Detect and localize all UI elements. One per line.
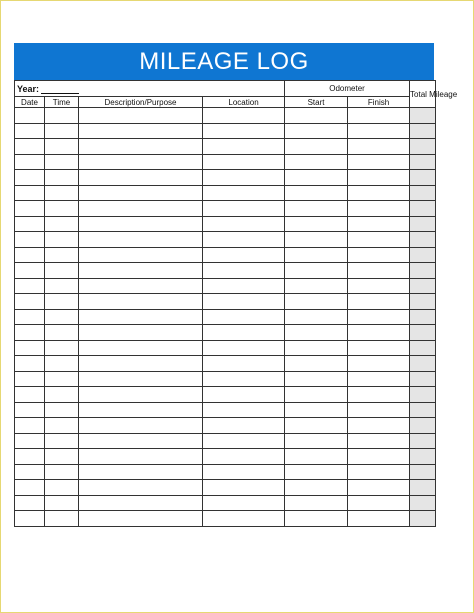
date-cell[interactable] (15, 340, 45, 356)
finish-cell[interactable] (348, 232, 410, 248)
odometer-header: Odometer (285, 81, 410, 97)
start-cell[interactable] (285, 309, 348, 325)
time-cell[interactable] (45, 495, 79, 511)
description-cell[interactable] (79, 108, 203, 124)
start-cell[interactable] (285, 123, 348, 139)
total-mileage-cell[interactable] (410, 402, 436, 418)
description-cell[interactable] (79, 201, 203, 217)
start-cell[interactable] (285, 418, 348, 434)
column-header-finish: Finish (348, 97, 410, 108)
location-cell[interactable] (203, 247, 285, 263)
start-cell[interactable] (285, 201, 348, 217)
time-cell[interactable] (45, 325, 79, 341)
location-cell[interactable] (203, 402, 285, 418)
date-cell[interactable] (15, 154, 45, 170)
finish-cell[interactable] (348, 480, 410, 496)
table-row (15, 495, 436, 511)
time-cell[interactable] (45, 123, 79, 139)
location-cell[interactable] (203, 139, 285, 155)
date-cell[interactable] (15, 433, 45, 449)
date-cell[interactable] (15, 139, 45, 155)
description-cell[interactable] (79, 371, 203, 387)
description-cell[interactable] (79, 480, 203, 496)
time-cell[interactable] (45, 402, 79, 418)
start-cell[interactable] (285, 495, 348, 511)
mileage-table (14, 80, 458, 527)
description-cell[interactable] (79, 340, 203, 356)
time-cell[interactable] (45, 263, 79, 279)
location-cell[interactable] (203, 464, 285, 480)
time-cell[interactable] (45, 464, 79, 480)
location-cell[interactable] (203, 309, 285, 325)
total-mileage-cell[interactable] (410, 139, 436, 155)
finish-cell[interactable] (348, 185, 410, 201)
time-cell[interactable] (45, 232, 79, 248)
location-cell[interactable] (203, 449, 285, 465)
column-header-description: Description/Purpose (79, 97, 203, 108)
finish-cell[interactable] (348, 154, 410, 170)
total-mileage-cell[interactable] (410, 201, 436, 217)
start-cell[interactable] (285, 449, 348, 465)
time-cell[interactable] (45, 511, 79, 527)
location-cell[interactable] (203, 340, 285, 356)
date-cell[interactable] (15, 495, 45, 511)
location-cell[interactable] (203, 108, 285, 124)
time-cell[interactable] (45, 449, 79, 465)
description-cell[interactable] (79, 294, 203, 310)
column-header-start: Start (285, 97, 348, 108)
table-row (15, 402, 436, 418)
start-cell[interactable] (285, 108, 348, 124)
column-header-date: Date (15, 97, 45, 108)
location-cell[interactable] (203, 433, 285, 449)
time-cell[interactable] (45, 139, 79, 155)
table-row (15, 371, 436, 387)
total-mileage-cell[interactable] (410, 108, 436, 124)
table-row (15, 480, 436, 496)
description-cell[interactable] (79, 433, 203, 449)
date-cell[interactable] (15, 278, 45, 294)
description-cell[interactable] (79, 387, 203, 403)
date-cell[interactable] (15, 325, 45, 341)
total-mileage-cell[interactable] (410, 449, 436, 465)
table-row (15, 449, 436, 465)
total-mileage-cell[interactable] (410, 232, 436, 248)
finish-cell[interactable] (348, 387, 410, 403)
finish-cell[interactable] (348, 294, 410, 310)
description-cell[interactable] (79, 170, 203, 186)
location-cell[interactable] (203, 216, 285, 232)
description-cell[interactable] (79, 139, 203, 155)
description-cell[interactable] (79, 247, 203, 263)
table-row (15, 278, 436, 294)
total-mileage-cell[interactable] (410, 294, 436, 310)
date-cell[interactable] (15, 402, 45, 418)
location-cell[interactable] (203, 278, 285, 294)
location-cell[interactable] (203, 170, 285, 186)
location-cell[interactable] (203, 480, 285, 496)
location-cell[interactable] (203, 294, 285, 310)
finish-cell[interactable] (348, 402, 410, 418)
total-mileage-cell[interactable] (410, 356, 436, 372)
start-cell[interactable] (285, 371, 348, 387)
start-cell[interactable] (285, 263, 348, 279)
total-mileage-cell[interactable] (410, 216, 436, 232)
description-cell[interactable] (79, 123, 203, 139)
time-cell[interactable] (45, 340, 79, 356)
start-cell[interactable] (285, 387, 348, 403)
total-mileage-cell[interactable] (410, 278, 436, 294)
description-cell[interactable] (79, 356, 203, 372)
total-mileage-cell[interactable] (410, 371, 436, 387)
total-mileage-cell[interactable] (410, 263, 436, 279)
date-cell[interactable] (15, 185, 45, 201)
start-cell[interactable] (285, 216, 348, 232)
finish-cell[interactable] (348, 170, 410, 186)
table-row (15, 464, 436, 480)
title-banner (14, 43, 434, 80)
total-mileage-cell[interactable] (410, 464, 436, 480)
start-cell[interactable] (285, 170, 348, 186)
description-cell[interactable] (79, 325, 203, 341)
finish-cell[interactable] (348, 356, 410, 372)
finish-cell[interactable] (348, 309, 410, 325)
description-cell[interactable] (79, 495, 203, 511)
time-cell[interactable] (45, 387, 79, 403)
location-cell[interactable] (203, 371, 285, 387)
date-cell[interactable] (15, 170, 45, 186)
date-cell[interactable] (15, 511, 45, 527)
column-header-location: Location (203, 97, 285, 108)
time-cell[interactable] (45, 433, 79, 449)
description-cell[interactable] (79, 309, 203, 325)
table-row (15, 154, 436, 170)
finish-cell[interactable] (348, 123, 410, 139)
table-row (15, 201, 436, 217)
start-cell[interactable] (285, 154, 348, 170)
finish-cell[interactable] (348, 340, 410, 356)
total-mileage-header: Total Mileage (410, 81, 436, 108)
start-cell[interactable] (285, 232, 348, 248)
year-blank[interactable] (41, 85, 79, 94)
time-cell[interactable] (45, 371, 79, 387)
location-cell[interactable] (203, 387, 285, 403)
date-cell[interactable] (15, 356, 45, 372)
year-label: Year: (17, 83, 40, 94)
total-mileage-cell[interactable] (410, 325, 436, 341)
start-cell[interactable] (285, 340, 348, 356)
table-row (15, 511, 436, 527)
date-cell[interactable] (15, 294, 45, 310)
finish-cell[interactable] (348, 139, 410, 155)
total-mileage-cell[interactable] (410, 433, 436, 449)
description-cell[interactable] (79, 154, 203, 170)
start-cell[interactable] (285, 356, 348, 372)
start-cell[interactable] (285, 325, 348, 341)
total-mileage-cell[interactable] (410, 154, 436, 170)
date-cell[interactable] (15, 247, 45, 263)
date-cell[interactable] (15, 123, 45, 139)
table-row (15, 108, 436, 124)
total-mileage-cell[interactable] (410, 185, 436, 201)
time-cell[interactable] (45, 294, 79, 310)
finish-cell[interactable] (348, 247, 410, 263)
finish-cell[interactable] (348, 325, 410, 341)
finish-cell[interactable] (348, 418, 410, 434)
start-cell[interactable] (285, 294, 348, 310)
table-row (15, 309, 436, 325)
description-cell[interactable] (79, 278, 203, 294)
description-cell[interactable] (79, 185, 203, 201)
start-cell[interactable] (285, 139, 348, 155)
description-cell[interactable] (79, 263, 203, 279)
total-mileage-cell[interactable] (410, 170, 436, 186)
table-row (15, 216, 436, 232)
start-cell[interactable] (285, 480, 348, 496)
location-cell[interactable] (203, 418, 285, 434)
total-mileage-cell[interactable] (410, 340, 436, 356)
table-row (15, 123, 436, 139)
total-mileage-cell[interactable] (410, 123, 436, 139)
total-mileage-cell[interactable] (410, 387, 436, 403)
time-cell[interactable] (45, 247, 79, 263)
description-cell[interactable] (79, 449, 203, 465)
start-cell[interactable] (285, 185, 348, 201)
finish-cell[interactable] (348, 433, 410, 449)
location-cell[interactable] (203, 356, 285, 372)
finish-cell[interactable] (348, 263, 410, 279)
table-row (15, 170, 436, 186)
date-cell[interactable] (15, 232, 45, 248)
description-cell[interactable] (79, 511, 203, 527)
start-cell[interactable] (285, 278, 348, 294)
start-cell[interactable] (285, 433, 348, 449)
date-cell[interactable] (15, 108, 45, 124)
location-cell[interactable] (203, 154, 285, 170)
description-cell[interactable] (79, 232, 203, 248)
start-cell[interactable] (285, 511, 348, 527)
total-mileage-cell[interactable] (410, 495, 436, 511)
table-row (15, 263, 436, 279)
description-cell[interactable] (79, 464, 203, 480)
table-row (15, 247, 436, 263)
table-row (15, 433, 436, 449)
table-row (15, 340, 436, 356)
table-row (15, 139, 436, 155)
table-row (15, 294, 436, 310)
location-cell[interactable] (203, 511, 285, 527)
location-cell[interactable] (203, 325, 285, 341)
table-row (15, 418, 436, 434)
time-cell[interactable] (45, 216, 79, 232)
description-cell[interactable] (79, 216, 203, 232)
time-cell[interactable] (45, 170, 79, 186)
time-cell[interactable] (45, 278, 79, 294)
column-header-time: Time (45, 97, 79, 108)
finish-cell[interactable] (348, 511, 410, 527)
location-cell[interactable] (203, 201, 285, 217)
location-cell[interactable] (203, 123, 285, 139)
date-cell[interactable] (15, 371, 45, 387)
page-title: MILEAGE LOG (139, 47, 309, 75)
start-cell[interactable] (285, 402, 348, 418)
start-cell[interactable] (285, 247, 348, 263)
time-cell[interactable] (45, 480, 79, 496)
date-cell[interactable] (15, 464, 45, 480)
finish-cell[interactable] (348, 371, 410, 387)
time-cell[interactable] (45, 356, 79, 372)
date-cell[interactable] (15, 201, 45, 217)
total-mileage-cell[interactable] (410, 247, 436, 263)
finish-cell[interactable] (348, 495, 410, 511)
time-cell[interactable] (45, 108, 79, 124)
start-cell[interactable] (285, 464, 348, 480)
time-cell[interactable] (45, 185, 79, 201)
date-cell[interactable] (15, 387, 45, 403)
finish-cell[interactable] (348, 216, 410, 232)
description-cell[interactable] (79, 402, 203, 418)
date-cell[interactable] (15, 263, 45, 279)
date-cell[interactable] (15, 418, 45, 434)
total-mileage-cell[interactable] (410, 418, 436, 434)
year-field[interactable] (15, 81, 285, 97)
table-row (15, 232, 436, 248)
location-cell[interactable] (203, 185, 285, 201)
time-cell[interactable] (45, 154, 79, 170)
finish-cell[interactable] (348, 108, 410, 124)
table-row (15, 356, 436, 372)
table-row (15, 325, 436, 341)
finish-cell[interactable] (348, 278, 410, 294)
location-cell[interactable] (203, 232, 285, 248)
total-mileage-cell[interactable] (410, 480, 436, 496)
total-mileage-cell[interactable] (410, 511, 436, 527)
location-cell[interactable] (203, 263, 285, 279)
table-row (15, 387, 436, 403)
time-cell[interactable] (45, 201, 79, 217)
finish-cell[interactable] (348, 201, 410, 217)
date-cell[interactable] (15, 216, 45, 232)
date-cell[interactable] (15, 449, 45, 465)
description-cell[interactable] (79, 418, 203, 434)
time-cell[interactable] (45, 418, 79, 434)
date-cell[interactable] (15, 309, 45, 325)
table-row (15, 185, 436, 201)
location-cell[interactable] (203, 495, 285, 511)
time-cell[interactable] (45, 309, 79, 325)
finish-cell[interactable] (348, 464, 410, 480)
date-cell[interactable] (15, 480, 45, 496)
total-mileage-cell[interactable] (410, 309, 436, 325)
finish-cell[interactable] (348, 449, 410, 465)
